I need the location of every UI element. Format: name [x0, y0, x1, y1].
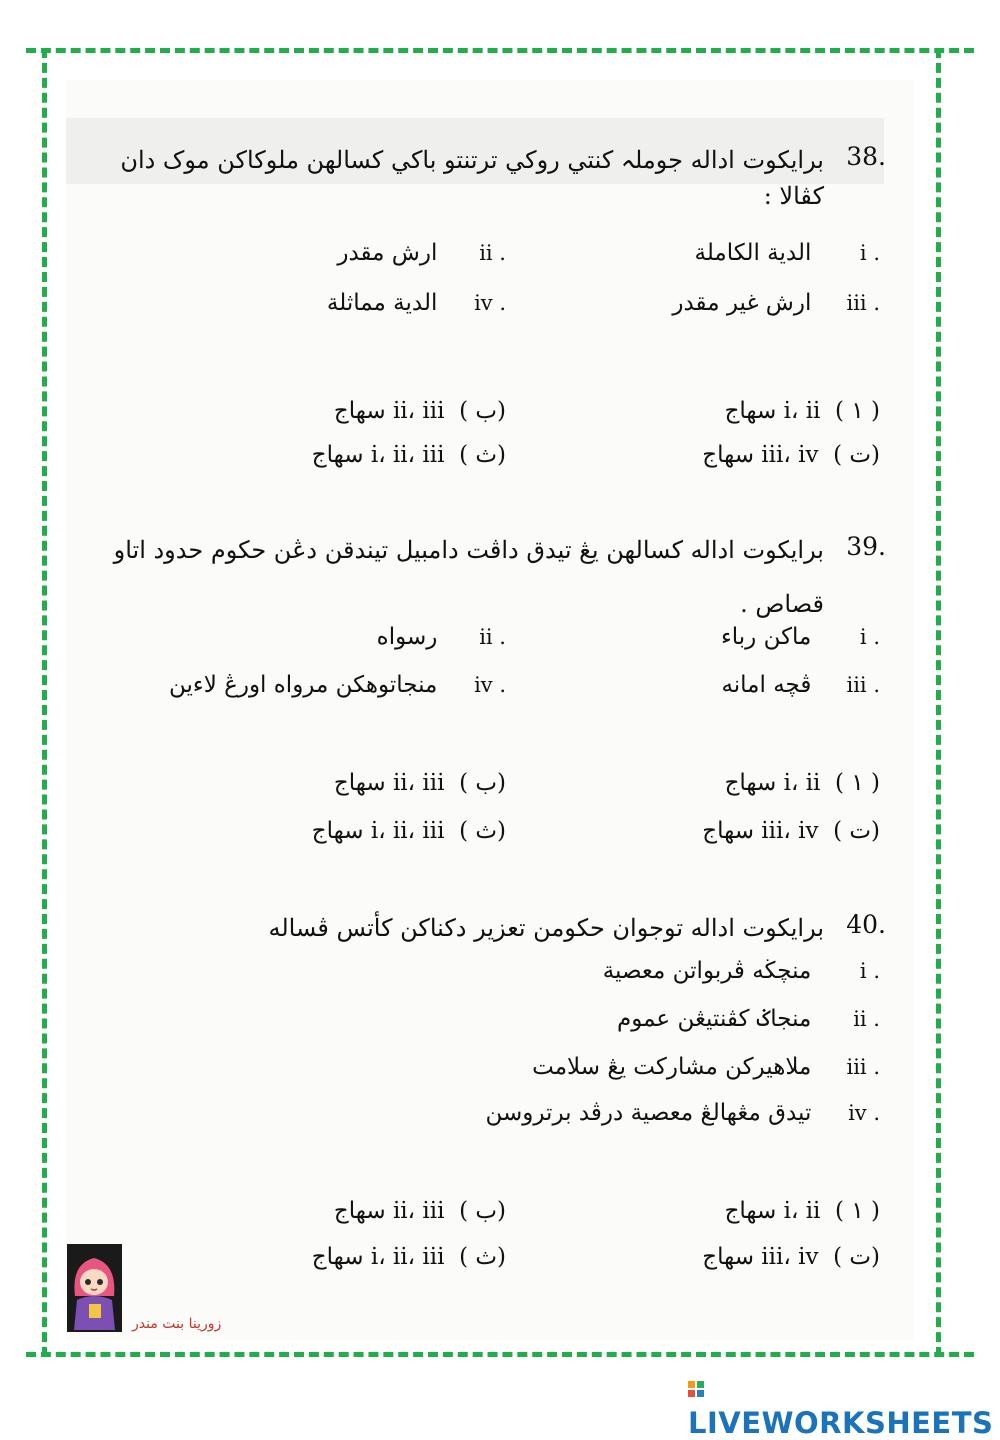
liveworksheets-logo [688, 1372, 1000, 1440]
answer-text: i، ii، iii سهاج [311, 818, 445, 844]
option-numeral: ii . [479, 625, 506, 649]
answer-label: (ت ) [833, 1244, 880, 1270]
option-numeral: ii . [853, 1007, 880, 1031]
answer-text: iii، iv سهاج [702, 818, 819, 844]
answer-text: ii، iii سهاج [333, 770, 445, 796]
option-numeral: ii . [479, 241, 506, 265]
option-iii [532, 1054, 880, 1080]
answer-label: ( ١ ) [835, 1198, 880, 1224]
option-text: منچڬه ڤربواتن معصية [602, 958, 812, 984]
frame-border-top [26, 48, 974, 53]
question-stem-continued: قصاص . [740, 590, 824, 618]
answer-text: iii، iv سهاج [702, 1244, 819, 1270]
option-iv [169, 672, 506, 698]
option-numeral: iv . [474, 291, 506, 315]
question-38 [66, 142, 886, 487]
answer-text: i، ii، iii سهاج [311, 442, 445, 468]
option-text: منجاتوهكن مرواه اورڠ لاءين [168, 672, 438, 698]
liveworksheets-mark-icon [688, 1379, 706, 1401]
answer-text: ii، iii سهاج [333, 1198, 445, 1224]
question-39 [66, 532, 886, 867]
answer-label: (ث ) [459, 442, 506, 468]
answer-choice-d[interactable] [312, 442, 506, 468]
answer-choice-c[interactable] [702, 1244, 880, 1270]
option-text: ماكن رباء [720, 624, 812, 650]
option-numeral: iii . [846, 1055, 880, 1079]
option-numeral: iv . [848, 1101, 880, 1125]
answer-text: iii، iv سهاج [702, 442, 819, 468]
answer-label: (ت ) [833, 818, 880, 844]
option-text: الدية الكاملة [694, 240, 812, 266]
answer-choice-b[interactable] [334, 398, 506, 424]
question-number: 38. [846, 142, 886, 171]
option-ii [377, 624, 506, 650]
answer-text: ii، iii سهاج [333, 398, 445, 424]
option-text: منجاݢ كڤنتيڠن عموم [617, 1006, 812, 1032]
answer-choice-d[interactable] [312, 818, 506, 844]
option-iii [672, 290, 880, 316]
option-numeral: iii . [846, 673, 880, 697]
option-iv [485, 1100, 880, 1126]
answer-choice-b[interactable] [334, 1198, 506, 1224]
author-name: زورينا بنت مندر [132, 1316, 222, 1332]
option-iv [327, 290, 506, 316]
answer-choice-b[interactable] [334, 770, 506, 796]
option-ii [337, 240, 506, 266]
option-numeral: i . [859, 959, 880, 983]
answer-label: ( ١ ) [835, 398, 880, 424]
brand-name: LIVEWORKSHEETS [688, 1406, 994, 1440]
question-stem-continued: كڤالا : [763, 182, 824, 210]
option-numeral: iii . [846, 291, 880, 315]
avatar-illustration [67, 1244, 122, 1332]
option-text: ارش مقدر [337, 240, 438, 266]
option-numeral: iv . [474, 673, 506, 697]
answer-label: (ب ) [459, 770, 506, 796]
option-iii [721, 672, 880, 698]
option-i [694, 240, 880, 266]
answer-label: ( ١ ) [835, 770, 880, 796]
frame-border-bottom [26, 1352, 974, 1357]
option-numeral: i . [859, 625, 880, 649]
answer-text: i، ii سهاج [724, 398, 821, 424]
answer-label: (ت ) [833, 442, 880, 468]
question-number: 39. [846, 532, 886, 561]
answer-choice-d[interactable] [312, 1244, 506, 1270]
option-text: ملاهيركن مشاركت يڠ سلامت [532, 1054, 812, 1080]
option-text: تيدق مڠهالڠ معصية درڤد برتروسن [485, 1100, 812, 1126]
question-stem: برايكوت اداله جوملہ كنتي روكي ترتنتو باكي كسالهن ملوكاكن موک دان [120, 146, 824, 174]
option-text: الدية مماثلة [326, 290, 438, 316]
answer-label: (ب ) [459, 1198, 506, 1224]
option-text: ڤچه امانه [721, 672, 812, 698]
answer-choice-a[interactable] [725, 1198, 880, 1224]
answer-choice-c[interactable] [702, 442, 880, 468]
option-text: رسواه [376, 624, 438, 650]
answer-text: i، ii سهاج [724, 770, 821, 796]
option-i [603, 958, 880, 984]
answer-choice-a[interactable] [725, 770, 880, 796]
question-stem: برايكوت اداله كسالهن يڠ تيدق داڤت دامبيل تيندقن دڠن حکوم حدود اتاو [113, 536, 824, 564]
answer-choice-c[interactable] [702, 818, 880, 844]
option-text: ارش غير مقدر [672, 290, 812, 316]
frame-border-right [936, 48, 941, 1357]
question-stem: برايكوت اداله توجوان حکومن تعزير دكناكن كأتس ڤساله [268, 914, 824, 942]
frame-border-left [42, 48, 47, 1357]
answer-label: (ث ) [459, 1244, 506, 1270]
answer-text: i، ii، iii سهاج [311, 1244, 445, 1270]
question-40 [66, 910, 886, 1290]
option-numeral: i . [859, 241, 880, 265]
option-ii [617, 1006, 880, 1032]
option-i [721, 624, 880, 650]
answer-label: (ب ) [459, 398, 506, 424]
answer-choice-a[interactable] [725, 398, 880, 424]
answer-text: i، ii سهاج [724, 1198, 821, 1224]
answer-label: (ث ) [459, 818, 506, 844]
question-number: 40. [846, 910, 886, 939]
